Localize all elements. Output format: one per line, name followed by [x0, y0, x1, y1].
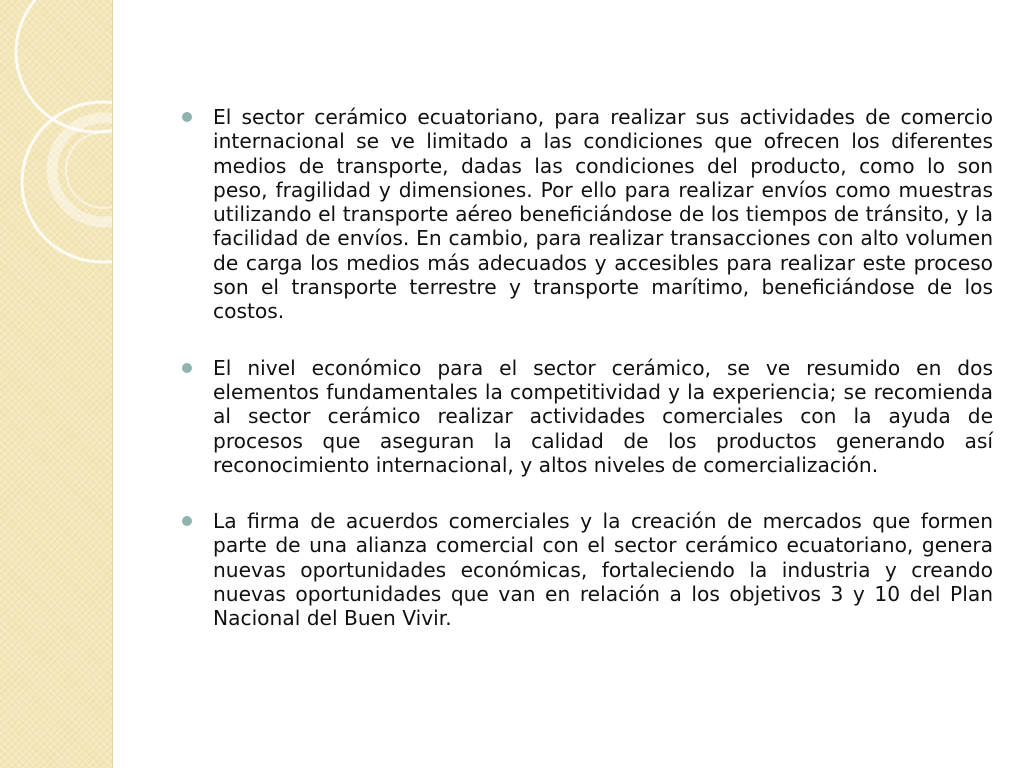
bullet-item	[178, 509, 993, 630]
bullet-dot-icon	[182, 112, 192, 122]
decorative-side-panel	[0, 0, 113, 768]
bullet-dot-icon	[182, 363, 192, 373]
decorative-rings-icon	[0, 0, 112, 768]
bullet-text: El nivel económico para el sector cerámico, se ve resumido en dos elementos fundamentales la competitividad y la experiencia; se recomienda al sector cerámico realizar actividades comerciales con la ayuda de procesos que aseguran la calidad de los productos generando así reconocimiento internacional, y altos niveles de comercialización.	[213, 355, 993, 477]
bullet-text: El sector cerámico ecuatoriano, para realizar sus actividades de comercio internacional se ve limitado a las condiciones que ofrecen los diferentes medios de transporte, dadas las condiciones del producto, como lo son peso, fragilidad y dimensiones. Por ello para realizar envíos como muestras utilizando el transporte aéreo beneficiándose de los tiempos de tránsito, y la facilidad de envíos. En cambio, para realizar transacciones con alto volumen de carga los medios más adecuados y accesibles para realizar este proceso son el transporte terrestre y transporte marítimo, beneficiándose de los costos.	[213, 105, 993, 324]
bullet-text: La firma de acuerdos comerciales y la creación de mercados que formen parte de una alianza comercial con el sector cerámico ecuatoriano, genera nuevas oportunidades económicas, fortaleciendo la industria y creando nuevas oportunidades que van en relación a los objetivos 3 y 10 del Plan Nacional del Buen Vivir.	[213, 509, 993, 631]
bullet-dot-icon	[182, 516, 192, 526]
bullet-item	[178, 356, 993, 477]
slide-content	[178, 105, 993, 631]
bullet-list	[178, 105, 993, 631]
bullet-item	[178, 105, 993, 324]
